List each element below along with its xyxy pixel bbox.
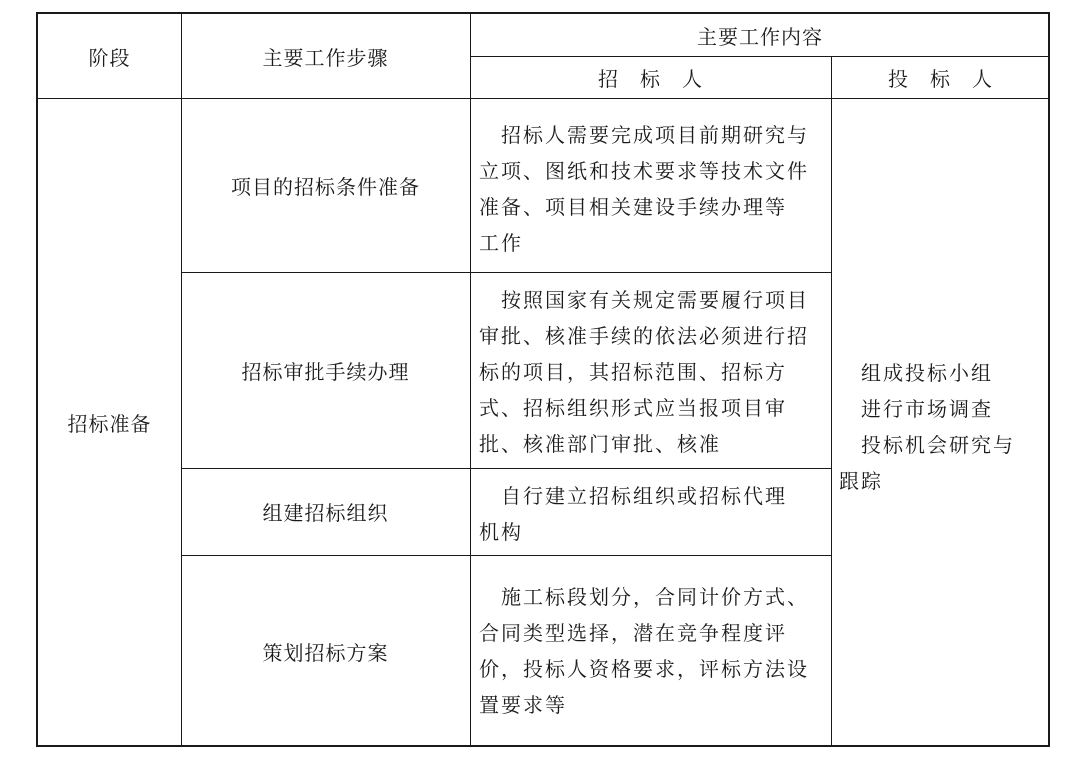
header-content: 主要工作内容 <box>697 24 823 49</box>
tenderer-content <box>479 282 824 462</box>
text-line: 准备、项目相关建设手续办理等 <box>479 195 787 219</box>
text-line: 立项、图纸和技术要求等技术文件 <box>479 159 809 183</box>
text-line: 价，投标人资格要求，评标方法设 <box>479 657 809 681</box>
text-line: 按照国家有关规定需要履行项目 <box>479 288 809 312</box>
text-line: 施工标段划分，合同计价方式、 <box>479 585 809 609</box>
text-line: 置要求等 <box>479 693 567 717</box>
text-line: 工作 <box>479 231 523 255</box>
text-line: 机构 <box>479 520 523 544</box>
text-line: 投标机会研究与 <box>839 433 1015 457</box>
text-line: 式、招标组织形式应当报项目审 <box>479 396 787 420</box>
tenderer-content <box>479 478 824 550</box>
header-stage: 阶段 <box>88 45 131 70</box>
tenderer-content <box>479 579 824 723</box>
text-line: 进行市场调查 <box>839 397 993 421</box>
text-line: 审批、核准手续的依法必须进行招 <box>479 324 809 348</box>
text-line: 招标人需要完成项目前期研究与 <box>479 123 809 147</box>
text-line: 批、核准部门审批、核准 <box>479 432 721 456</box>
stage-cell: 招标准备 <box>67 412 152 436</box>
header-tenderer: 招 标 人 <box>598 66 703 91</box>
divider <box>470 14 471 747</box>
header-steps: 主要工作步骤 <box>262 45 389 70</box>
bidding-preparation-table <box>36 12 1050 747</box>
step-cell: 策划招标方案 <box>262 640 389 665</box>
text-line: 标的项目，其招标范围、招标方 <box>479 360 787 384</box>
bidder-content <box>839 355 1047 499</box>
text-line: 组成投标小组 <box>839 361 993 385</box>
header-bidder: 投 标 人 <box>888 66 993 91</box>
step-cell: 项目的招标条件准备 <box>231 174 420 199</box>
text-line: 自行建立招标组织或招标代理 <box>479 484 787 508</box>
text-line: 跟踪 <box>839 469 883 493</box>
tenderer-content <box>479 117 824 261</box>
step-cell: 招标审批手续办理 <box>241 359 410 384</box>
text-line: 合同类型选择，潜在竞争程度评 <box>479 621 787 645</box>
step-cell: 组建招标组织 <box>262 501 389 525</box>
divider <box>831 56 832 747</box>
